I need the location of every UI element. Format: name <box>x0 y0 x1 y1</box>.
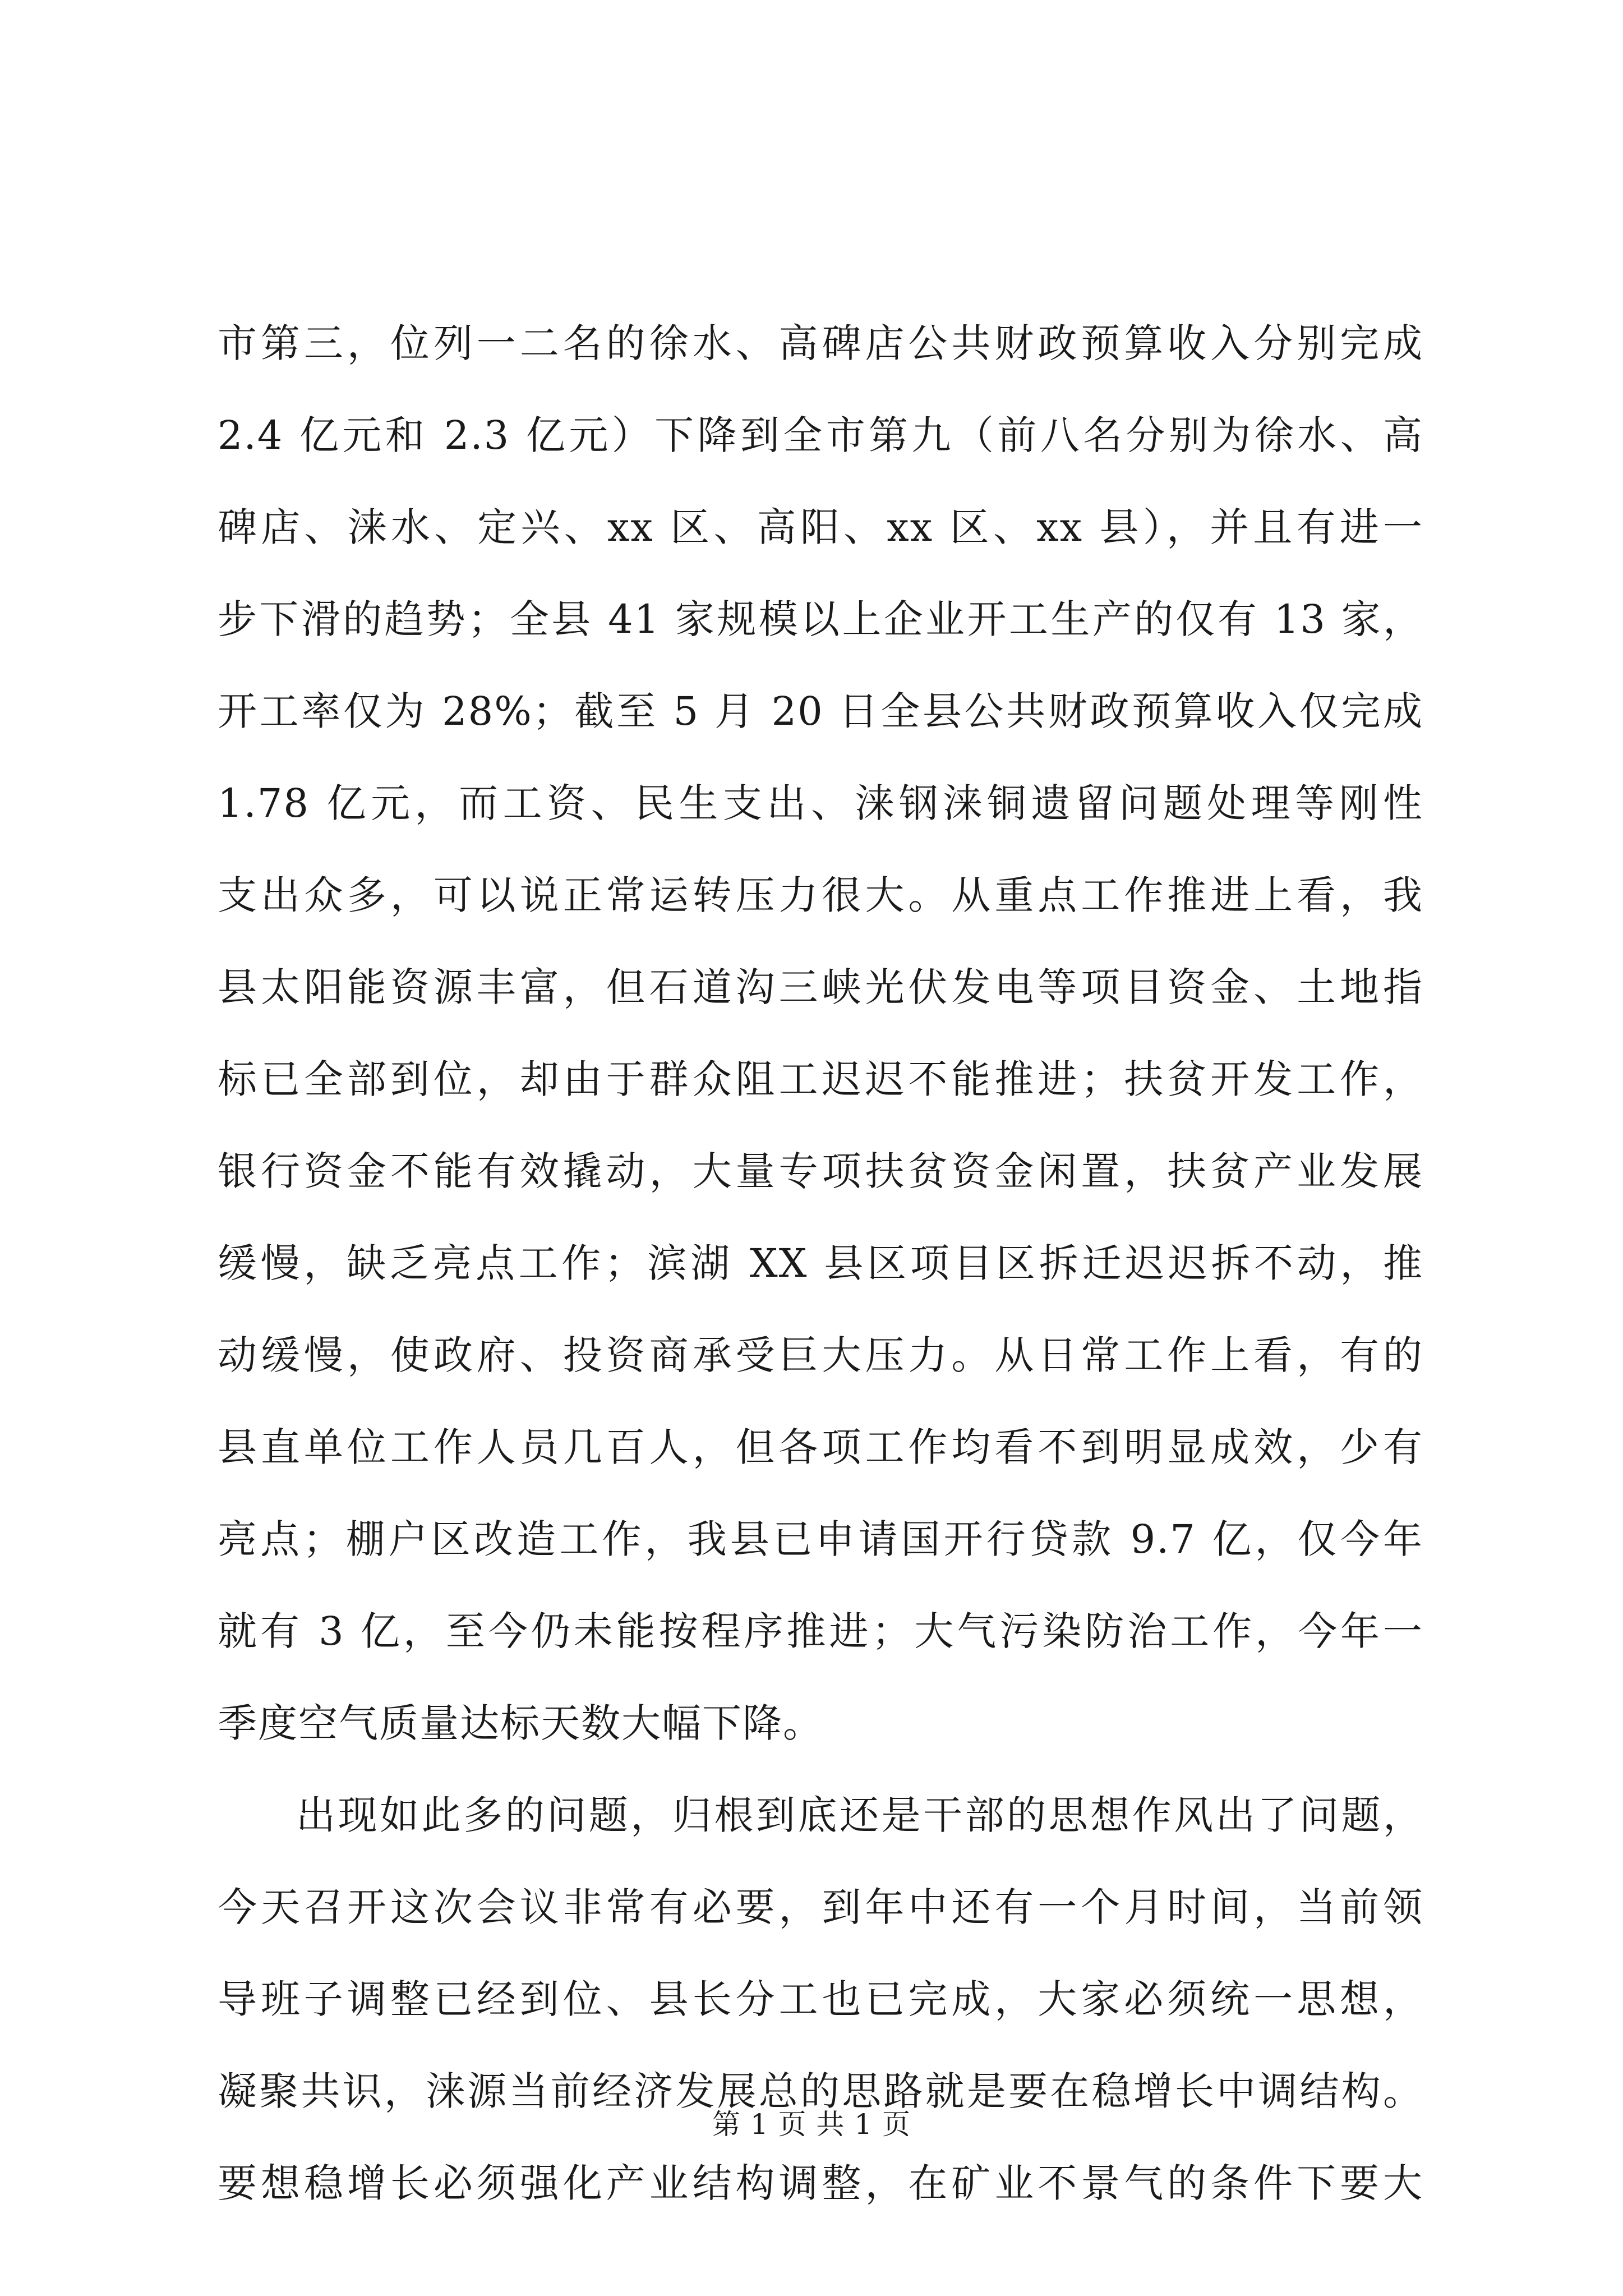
text-line-5: 开工率仅为 28%；截至 5 月 20 日全县公共财政预算收入仅完成 <box>218 688 1423 734</box>
text-line-3: 碑店、涞水、定兴、xx 区、高阳、xx 区、xx 县），并且有进一 <box>218 504 1423 550</box>
text-line-17: 出现如此多的问题，归根到底还是干部的思想作风出了问题， <box>296 1792 1423 1838</box>
text-line-18: 今天召开这次会议非常有必要，到年中还有一个月时间，当前领 <box>218 1884 1423 1930</box>
text-line-6: 1.78 亿元，而工资、民生支出、涞钢涞铜遗留问题处理等刚性 <box>218 780 1423 826</box>
text-line-4: 步下滑的趋势；全县 41 家规模以上企业开工生产的仅有 13 家， <box>218 596 1423 642</box>
text-line-12: 动缓慢，使政府、投资商承受巨大压力。从日常工作上看，有的 <box>218 1332 1423 1378</box>
text-line-2: 2.4 亿元和 2.3 亿元）下降到全市第九（前八名分别为徐水、高 <box>218 412 1423 458</box>
text-line-7: 支出众多，可以说正常运转压力很大。从重点工作推进上看，我 <box>218 872 1423 918</box>
text-line-11: 缓慢，缺乏亮点工作；滨湖 XX 县区项目区拆迁迟迟拆不动，推 <box>218 1240 1423 1286</box>
text-line-8: 县太阳能资源丰富，但石道沟三峡光伏发电等项目资金、土地指 <box>218 964 1423 1010</box>
text-line-13: 县直单位工作人员几百人，但各项工作均看不到明显成效，少有 <box>218 1424 1423 1470</box>
text-line-15: 就有 3 亿，至今仍未能按程序推进；大气污染防治工作，今年一 <box>218 1608 1423 1654</box>
text-line-21: 要想稳增长必须强化产业结构调整，在矿业不景气的条件下要大 <box>218 2160 1423 2206</box>
text-line-19: 导班子调整已经到位、县长分工也已完成，大家必须统一思想， <box>218 1976 1423 2022</box>
text-line-16: 季度空气质量达标天数大幅下降。 <box>218 1700 823 1746</box>
page-footer: 第 1 页 共 1 页 <box>712 2108 911 2141</box>
document-body <box>218 297 1423 2229</box>
text-line-9: 标已全部到位，却由于群众阻工迟迟不能推进；扶贫开发工作， <box>218 1056 1423 1102</box>
text-line-1: 市第三，位列一二名的徐水、高碑店公共财政预算收入分别完成 <box>218 320 1423 366</box>
text-line-14: 亮点；棚户区改造工作，我县已申请国开行贷款 9.7 亿，仅今年 <box>218 1516 1423 1562</box>
text-line-20: 凝聚共识，涞源当前经济发展总的思路就是要在稳增长中调结构。 <box>218 2068 1423 2114</box>
text-line-10: 银行资金不能有效撬动，大量专项扶贫资金闲置，扶贫产业发展 <box>218 1148 1423 1194</box>
